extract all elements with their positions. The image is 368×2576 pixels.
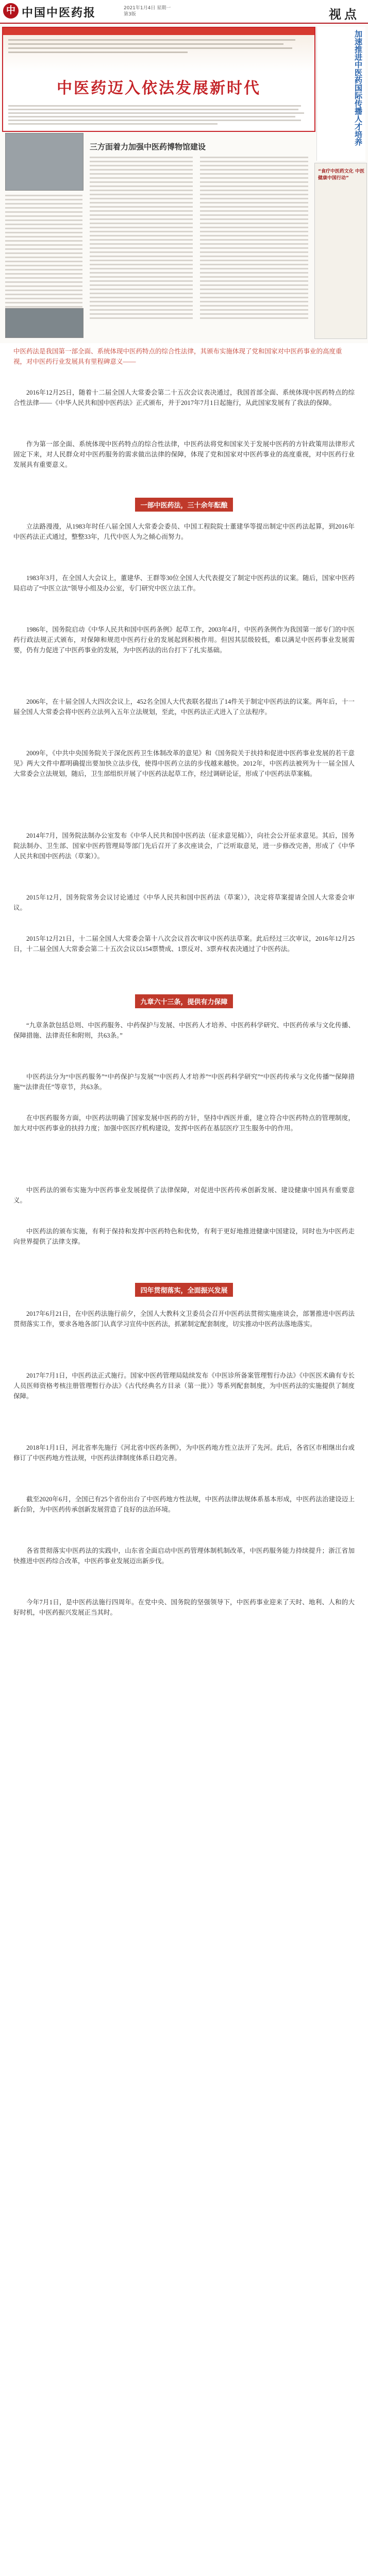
section-heading — [0, 498, 368, 512]
article-lead: 中医药法是我国第一部全面、系统体现中医药特点的综合性法律，其颁布实施体现了党和国家对中医药事业的高度重视，对中医药行业发展具有里程碑意义—— — [13, 348, 342, 365]
paragraph: 1983年3月，在全国人大会议上，董建华、王群等30位全国人大代表提交了制定中医药法的议案。随后，国家中医药局启动了“中医立法”领导小组及办公室，专门研究中医立法工作。 — [13, 574, 355, 592]
main-headline: 中医药迈入依法发展新时代 — [57, 80, 261, 97]
paragraph: 2017年7月1日，中医药法正式施行。国家中医药管理局陆续发布《中医诊所备案管理暂行办法》《中医医术确有专长人员医师资格考核注册管理暂行办法》《古代经典名方目录（第一批）》等系列配套制度，为中医药法的实施提供了制度保障。 — [13, 1372, 355, 1400]
paragraph: 中医药法分为“中医药服务”“中药保护与发展”“中医药人才培养”“中医药科学研究”“中医药传承与文化传播”“保障措施”“法律责任”等章节，共63条。 — [13, 1073, 355, 1091]
paragraph: 今年7月1日，是中医药法施行四周年。在党中央、国务院的坚强领导下，中医药事业迎来了天时、地利、人和的大好时机，中医药振兴发展正当其时。 — [13, 1599, 355, 1616]
paragraph: 截至2020年6月，全国已有25个省份出台了中医药地方性法规，中医药法律法规体系基本形成，中医药法治建设迈上新台阶，为中医药传承创新发展营造了良好的法治环境。 — [13, 1496, 355, 1513]
banner-strip — [3, 28, 314, 35]
article-photo — [5, 133, 83, 191]
paragraph: 各省贯彻落实中医药法的实践中，山东省全面启动中医药管理体制机制改革，中医药服务能力持续提升；浙江省加快推进中医药综合改革，中医药事业发展迈出新步伐。 — [13, 1547, 355, 1565]
paragraph: 1986年，国务院启动《中华人民共和国中医药条例》起草工作，2003年4月，中医药条例作为我国第一部专门的中医药行政法规正式颁布，对保障和规范中医药行业的发展起到积极作用。但因其层级较低，难以满足中医药事业发展需要，仍有力促进了中医药事业的发展，为中医药法的出台打下了扎实基础。 — [13, 626, 355, 654]
section-heading — [0, 994, 368, 1008]
section-heading-label: 九章六十三条，提供有力保障 — [135, 994, 232, 1008]
section-heading — [0, 1283, 368, 1297]
section-heading-label: 四年贯彻落实，全面振兴发展 — [135, 1283, 232, 1297]
newspaper-logo: 中 — [3, 3, 19, 19]
paragraph: “九章条款包括总则、中医药服务、中药保护与发展、中医药人才培养、中医药科学研究、中医药传承与文化传播、保障措施、法律责任和附则，共63条。” — [13, 1022, 355, 1039]
text-column-1 — [90, 157, 193, 343]
newspaper-page-image — [0, 24, 368, 343]
article-photo-2 — [5, 308, 83, 338]
paragraph: 立法路漫漫，从1983年时任八届全国人大常委会委员、中国工程院院士董建华等提出制定中医药法起算，到2016年中医药法正式通过，整整33年，几代中医人为之倾心而努力。 — [13, 523, 355, 540]
paragraph: 2006年，在十届全国人大四次会议上，452名全国人大代表联名提出了14件关于制定中医药法的议案。两年后，十一届全国人大常委会将中医药立法列入五年立法规划，至此，中医药法正式进入了立法程序。 — [13, 698, 355, 716]
paragraph: 2016年12月25日，随着十二届全国人大常委会第二十五次会议表决通过，我国首部全面、系统体现中医药特点的综合性法律——《中华人民共和国中医药法》正式颁布，并于2017年7月1日起施行，从此国家发展有了我法的保障。 — [13, 389, 355, 406]
section-heading-label: 一部中医药法，三十余年酝酿 — [135, 498, 232, 512]
issue-date: 2021年1月4日 星期一 — [124, 6, 171, 11]
paragraph: 2009年，《中共中央国务院关于深化医药卫生体制改革的意见》和《国务院关于扶持和促进中医药事业发展的若干意见》两大文件中都明确提出要加快立法步伐，使得中医药立法的步伐越来越快。2012年，中医药法被列为十一届全国人大常委会立法规划，随后，卫生部组织开展了中医药法起草工作，经过调研论证，形成了中医药法草案稿。 — [13, 750, 355, 777]
banner-body-lines — [8, 105, 307, 127]
paragraph: 2018年1月1日，河北省率先施行《河北省中医药条例》，为中医药地方性立法开了先河。此后，各省区市相继出台或修订了中医药地方性法规，中医药法律制度体系日趋完善。 — [13, 1444, 355, 1462]
paragraph: 作为第一部全面、系统体现中医药特点的综合性法律，中医药法将党和国家关于发展中医药的方针政策用法律形式固定下来，对人民群众对中医药服务的需求做出法律的保障，体现了党和国家对中医药事业的高度重视，对中医药行业发展具有重要意义。 — [13, 440, 355, 468]
section-title: 视点 — [329, 8, 360, 22]
issue-meta — [124, 5, 171, 18]
paragraph: 2017年6月21日，在中医药法施行前夕，全国人大教科文卫委员会召开中医药法贯彻实施座谈会，部署推进中医药法贯彻落实工作，要求各地各部门认真学习宣传中医药法，抓紧制定配套制度，切实推动中医药法落地落实。 — [13, 1310, 355, 1328]
issue-page: 第3版 — [124, 12, 136, 17]
secondary-headline: 三方面着力加强中医药博物馆建设 — [90, 143, 206, 151]
banner-intro-lines — [8, 39, 307, 56]
paragraph: 中医药法的颁布实施为中医药事业发展提供了法律保障，对促进中医药传承创新发展、建设健康中国具有重要意义。 — [13, 1187, 355, 1204]
newspaper-name: 中国中医药报 — [22, 6, 96, 19]
paragraph: 2015年12月，国务院常务会议讨论通过《中华人民共和国中医药法（草案）》，决定将草案提请全国人大常委会审议。 — [13, 894, 355, 911]
headline-banner — [2, 27, 315, 132]
paragraph: 2015年12月21日，十二届全国人大常委会第十八次会议首次审议中医药法草案。此后经过三次审议，2016年12月25日，十二届全国人大常委会第二十五次会议以154票赞成、1票反对、3票弃权表决通过了中医药法。 — [13, 935, 355, 953]
side-column — [316, 27, 365, 161]
text-column-2 — [200, 157, 308, 343]
paragraph: 2014年7月，国务院法制办公室发布《中华人民共和国中医药法（征求意见稿）》，向社会公开征求意见。其后，国务院法制办、卫生部、国家中医药管理局等部门先后召开了多次座谈会，广泛听取意见，进一步修改完善，形成了《中华人民共和国中医药法（草案）》。 — [13, 832, 355, 860]
paragraph: 在中医药服务方面，中医药法明确了国家发展中医药的方针，坚持中西医并重，建立符合中医药特点的管理制度，加大对中医药事业的扶持力度；加强中医医疗机构建设，发挥中医药在基层医疗卫生服务中的作用。 — [13, 1114, 355, 1132]
side-column-title: 加速推进中医药国际传播人才培养 — [354, 30, 362, 146]
sidebar-box — [314, 163, 367, 339]
newspaper-body — [2, 133, 313, 339]
masthead — [0, 0, 368, 24]
sidebar-box-title: “食疗中医药文化 中医健康中国行动” — [318, 169, 365, 181]
paragraph: 中医药法的颁布实施，有利于保持和发挥中医药特色和优势，有利于更好地推进健康中国建设，同时也为中医药走向世界提供了法律支撑。 — [13, 1228, 355, 1245]
